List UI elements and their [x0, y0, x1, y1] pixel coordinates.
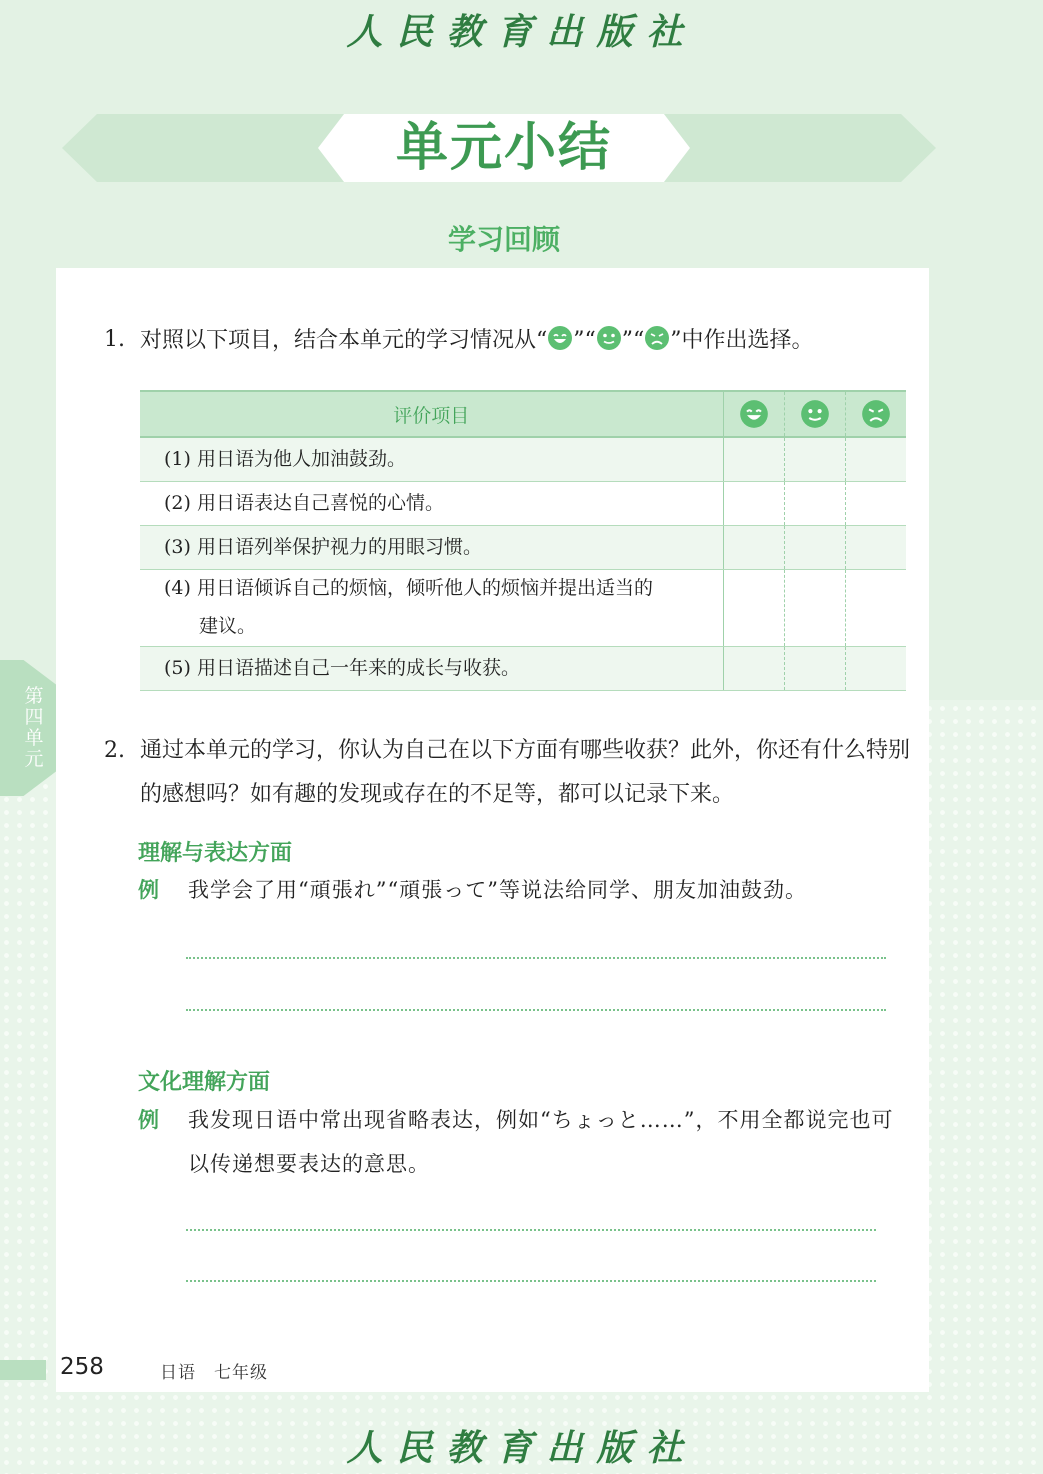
writing-line[interactable] [186, 1229, 876, 1231]
example-label: 例 [138, 878, 159, 902]
rating-cell[interactable] [723, 569, 784, 646]
rating-cell[interactable] [723, 481, 784, 525]
neutral-face-column [784, 391, 845, 437]
smiling-face-column [723, 391, 784, 437]
example-expression [138, 868, 918, 918]
table-row-label [140, 569, 723, 646]
section-heading-expression: 理解与表达方面 [138, 841, 293, 866]
rating-cell[interactable] [845, 569, 906, 646]
rating-cell[interactable] [845, 437, 906, 481]
open-quote: “ [536, 328, 548, 353]
page-number: 258 [60, 1354, 104, 1380]
publisher-logo-top: 人民教育出版社 [346, 11, 697, 53]
evaluation-item-header: 评价项目 [140, 391, 723, 437]
table-row-label: (3) 用日语列举保护视力的用眼习惯。 [140, 525, 723, 569]
sad-face-icon [861, 399, 891, 429]
evaluation-table [140, 390, 906, 691]
question-1-number: 1. [104, 327, 125, 352]
section-heading-culture: 文化理解方面 [138, 1070, 271, 1095]
table-row [140, 525, 906, 569]
table-row [140, 569, 906, 646]
title-banner [62, 114, 936, 182]
writing-line[interactable] [186, 957, 886, 959]
table-row-label: (5) 用日语描述自己一年来的成长与收获。 [140, 646, 723, 690]
example-text: 我学会了用“頑張れ”“頑張って”等说法给同学、朋友加油鼓劲。 [188, 878, 807, 902]
open-quote: “ [633, 328, 645, 353]
example-culture [138, 1098, 918, 1188]
rating-cell[interactable] [784, 646, 845, 690]
table-row [140, 481, 906, 525]
rating-cell[interactable] [784, 525, 845, 569]
unit-side-tab-label: 第四单元 [24, 685, 44, 770]
table-row [140, 437, 906, 481]
question-2-number: 2. [104, 738, 125, 763]
rating-cell[interactable] [784, 437, 845, 481]
page-title: 单元小结 [395, 118, 612, 178]
writing-line[interactable] [186, 1280, 876, 1282]
question-1-text-before: 对照以下项目，结合本单元的学习情况从 [140, 328, 537, 353]
smiling-face-icon [547, 325, 573, 351]
writing-line[interactable] [186, 1009, 886, 1011]
publisher-logo-bottom: 人民教育出版社 [346, 1427, 697, 1469]
neutral-face-icon [800, 399, 830, 429]
close-quote: ” [670, 328, 682, 353]
rating-cell[interactable] [784, 569, 845, 646]
rating-cell[interactable] [723, 437, 784, 481]
question-2-text: 通过本单元的学习，你认为自己在以下方面有哪些收获？此外，你还有什么特别的感想吗？如有趣的发现或存在的不足等，都可以记录下来。 [140, 738, 911, 807]
evaluation-table-header [140, 391, 906, 437]
table-row [140, 646, 906, 690]
sad-face-column [845, 391, 906, 437]
table-row-label: (2) 用日语表达自己喜悦的心情。 [140, 481, 723, 525]
close-quote: ” [621, 328, 634, 353]
table-row-label-line1: (4) 用日语倾诉自己的烦恼，倾听他人的烦恼并提出适当的 [164, 576, 653, 599]
table-row-label-line2: 建议。 [199, 614, 257, 637]
rating-cell[interactable] [845, 525, 906, 569]
section-subtitle: 学习回顾 [447, 223, 560, 256]
table-row-label: (1) 用日语为他人加油鼓劲。 [140, 437, 723, 481]
rating-cell[interactable] [723, 646, 784, 690]
rating-cell[interactable] [845, 481, 906, 525]
question-1-text [140, 325, 814, 356]
sad-face-icon [644, 325, 670, 351]
open-quote: “ [584, 328, 596, 353]
example-text: 我发现日语中常出现省略表达，例如“ちょっと……”，不用全都说完也可以传递想要表达的意思。 [188, 1108, 894, 1176]
example-label: 例 [138, 1108, 159, 1132]
question-1-text-after: 中作出选择。 [681, 328, 814, 353]
close-quote: ” [573, 328, 585, 353]
footer-accent-bar [0, 1360, 46, 1380]
rating-cell[interactable] [723, 525, 784, 569]
neutral-face-icon [596, 325, 622, 351]
rating-cell[interactable] [784, 481, 845, 525]
smiling-face-icon [739, 399, 769, 429]
book-label: 日语 七年级 [160, 1363, 268, 1383]
rating-cell[interactable] [845, 646, 906, 690]
